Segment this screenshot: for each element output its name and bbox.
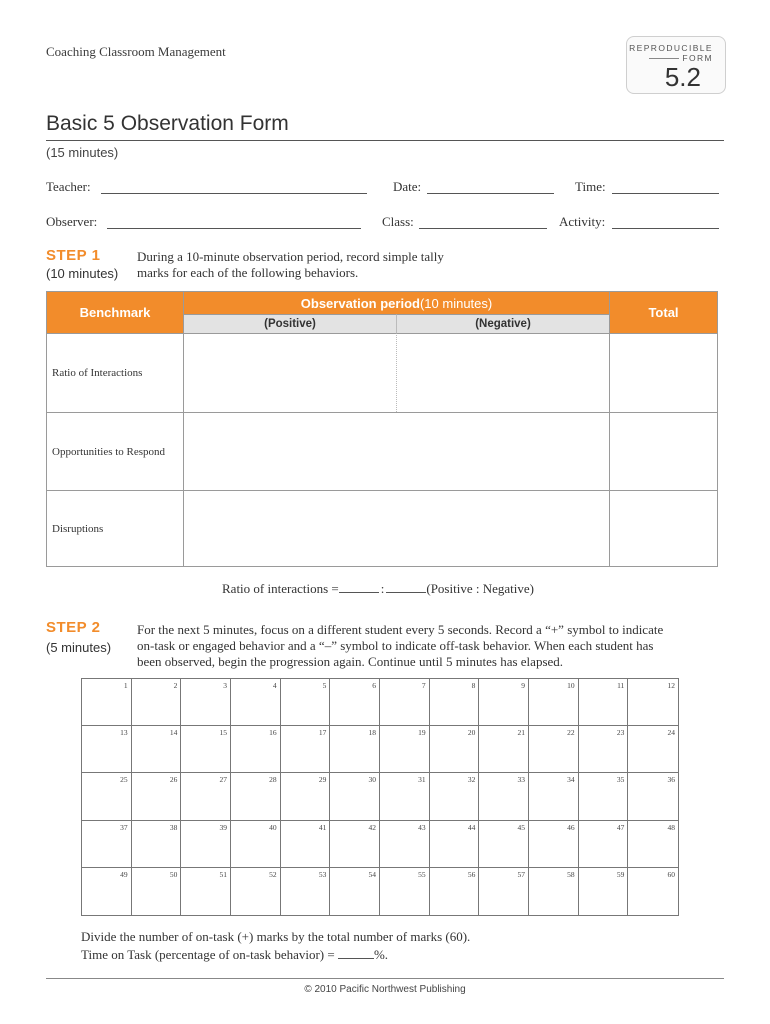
date-label: Date:: [393, 179, 422, 194]
observation-period-header: [184, 292, 610, 314]
tally-cell-25[interactable]: [82, 773, 132, 820]
step2-instructions-line2: on-task or engaged behavior and a “–” symbol to indicate off-task behavior. When each student has: [137, 638, 654, 653]
instructions-line2: [81, 947, 388, 963]
tally-cell-36[interactable]: [628, 773, 678, 820]
tally-cell-number: 56: [467, 869, 476, 879]
tally-cell-number: 47: [616, 822, 625, 832]
tally-cell-41[interactable]: [281, 821, 331, 868]
tally-cell-35[interactable]: [579, 773, 629, 820]
tally-cell-39[interactable]: [181, 821, 231, 868]
tally-cell-53[interactable]: [281, 868, 331, 915]
step2-duration: (5 minutes): [46, 640, 112, 655]
tally-cell-number: 10: [567, 681, 575, 690]
tally-cell-number: 41: [318, 822, 327, 832]
tally-cell-21[interactable]: [479, 726, 529, 773]
tally-cell-22[interactable]: [529, 726, 579, 773]
tally-cell-10[interactable]: [529, 679, 579, 726]
tally-cell-17[interactable]: [281, 726, 331, 773]
tally-cell-50[interactable]: [132, 868, 182, 915]
opportunities-tally-cell[interactable]: [184, 412, 610, 490]
tally-cell-number: 18: [368, 728, 376, 738]
tally-cell-56[interactable]: [430, 868, 480, 915]
tally-cell-48[interactable]: [628, 821, 678, 868]
observation-period-label: Observation period: [300, 295, 420, 311]
copyright-notice: © 2010 Pacific Northwest Publishing: [304, 984, 466, 995]
tally-cell-15[interactable]: [181, 726, 231, 773]
tally-cell-number: 22: [567, 728, 575, 738]
tally-cell-19[interactable]: [380, 726, 430, 773]
tally-cell-number: 45: [517, 822, 525, 832]
activity-field[interactable]: [612, 228, 719, 229]
time-on-task-grid: [81, 678, 679, 916]
tally-cell-number: 52: [269, 869, 277, 879]
tally-cell-38[interactable]: [132, 821, 182, 868]
tally-cell-44[interactable]: [430, 821, 480, 868]
ratio-positive-blank[interactable]: [339, 582, 379, 593]
tally-cell-number: 17: [318, 728, 327, 738]
positive-subheader-label: (Positive): [264, 318, 316, 330]
ratio-formula-suffix: (Positive : Negative): [426, 581, 534, 596]
instructions-line1: Divide the number of on-task (+) marks by the total number of marks (60).: [81, 929, 471, 944]
disruptions-tally-cell[interactable]: [184, 490, 610, 566]
tally-cell-number: 43: [418, 822, 426, 832]
tally-cell-46[interactable]: [529, 821, 579, 868]
tally-cell-number: 54: [368, 869, 376, 879]
step2-label: STEP 2: [46, 619, 101, 636]
tally-cell-number: 48: [667, 822, 675, 832]
tally-cell-52[interactable]: [231, 868, 281, 915]
step2-instructions-line1: For the next 5 minutes, focus on a different student every 5 seconds. Record a “+” symbol to indicate: [137, 622, 664, 637]
tally-cell-23[interactable]: [579, 726, 629, 773]
ratio-negative-blank[interactable]: [386, 582, 426, 593]
tally-cell-8[interactable]: [430, 679, 480, 726]
class-field[interactable]: [419, 228, 547, 229]
tally-cell-4[interactable]: [231, 679, 281, 726]
tally-cell-6[interactable]: [330, 679, 380, 726]
ratio-positive-cell[interactable]: [184, 333, 397, 412]
tally-cell-number: 37: [120, 822, 128, 832]
tally-cell-number: 29: [318, 775, 327, 785]
activity-label: Activity:: [559, 214, 606, 229]
tally-cell-27[interactable]: [181, 773, 231, 820]
table-row-label: [47, 333, 184, 412]
tally-cell-number: 31: [418, 775, 426, 785]
table-row-label: [47, 490, 184, 566]
observer-field[interactable]: [107, 228, 361, 229]
tally-cell-number: 57: [517, 869, 525, 879]
time-on-task-blank[interactable]: [338, 948, 374, 959]
observer-label: Observer:: [46, 214, 98, 229]
tally-cell-number: 34: [567, 775, 575, 785]
tally-cell-number: 12: [667, 681, 675, 690]
tally-cell-5[interactable]: [281, 679, 331, 726]
tally-cell-number: 50: [169, 869, 178, 879]
tally-cell-number: 7: [421, 681, 426, 690]
reproducible-form-badge: [626, 36, 726, 94]
tally-cell-number: 14: [169, 728, 178, 738]
tally-cell-number: 28: [269, 775, 277, 785]
tally-cell-60[interactable]: [628, 868, 678, 915]
observation-table: [46, 291, 718, 567]
tally-cell-29[interactable]: [281, 773, 331, 820]
tally-cell-number: 1: [123, 681, 128, 690]
tally-cell-number: 38: [169, 822, 178, 832]
teacher-label: Teacher:: [46, 179, 91, 194]
badge-form-label: FORM: [682, 53, 713, 63]
tally-cell-number: 6: [372, 681, 376, 690]
tally-cell-40[interactable]: [231, 821, 281, 868]
step1-duration: (10 minutes): [46, 266, 119, 281]
ratio-of-interactions-label: Ratio of Interactions: [52, 367, 143, 379]
tally-cell-number: 40: [269, 822, 277, 832]
form-duration: (15 minutes): [46, 145, 119, 160]
tally-cell-9[interactable]: [479, 679, 529, 726]
tally-cell-49[interactable]: [82, 868, 132, 915]
tally-cell-number: 21: [517, 728, 525, 738]
form-title: Basic 5 Observation Form: [46, 112, 289, 135]
ratio-total-cell[interactable]: [610, 333, 717, 412]
ratio-formula-prefix: Ratio of interactions =: [222, 581, 339, 596]
tally-cell-13[interactable]: [82, 726, 132, 773]
badge-divider: [649, 58, 679, 59]
tally-cell-58[interactable]: [529, 868, 579, 915]
tally-cell-number: 55: [418, 869, 426, 879]
tally-cell-number: 16: [269, 728, 277, 738]
badge-reproducible-label: REPRODUCIBLE: [629, 43, 713, 53]
badge-form-number: 5.2: [664, 62, 701, 92]
teacher-field[interactable]: [101, 193, 367, 194]
tally-cell-number: 33: [517, 775, 525, 785]
positive-subheader: [184, 314, 397, 333]
tally-cell-7[interactable]: [380, 679, 430, 726]
tally-cell-number: 19: [418, 728, 426, 738]
class-label: Class:: [382, 214, 414, 229]
tally-cell-16[interactable]: [231, 726, 281, 773]
tally-cell-45[interactable]: [479, 821, 529, 868]
title-divider: [46, 140, 724, 141]
tally-cell-14[interactable]: [132, 726, 182, 773]
tally-cell-2[interactable]: [132, 679, 182, 726]
tally-cell-11[interactable]: [579, 679, 629, 726]
ratio-separator: :: [380, 581, 385, 596]
tally-cell-number: 25: [120, 775, 128, 785]
tally-cell-43[interactable]: [380, 821, 430, 868]
tally-cell-54[interactable]: [330, 868, 380, 915]
tally-cell-47[interactable]: [579, 821, 629, 868]
tally-cell-18[interactable]: [330, 726, 380, 773]
tally-cell-42[interactable]: [330, 821, 380, 868]
step1-label: STEP 1: [46, 247, 101, 264]
observation-period-duration: (10 minutes): [419, 295, 493, 311]
ratio-formula: [222, 581, 534, 597]
tally-cell-30[interactable]: [330, 773, 380, 820]
tally-cell-number: 53: [318, 869, 327, 879]
disruptions-total-cell[interactable]: [610, 490, 717, 566]
tally-cell-number: 39: [219, 822, 227, 832]
tally-cell-number: 30: [368, 775, 376, 785]
tally-cell-59[interactable]: [579, 868, 629, 915]
step2-instructions-line3: been observed, begin the progression again. Continue until 5 minutes has elapsed.: [137, 654, 564, 669]
tally-cell-32[interactable]: [430, 773, 480, 820]
step1-instructions-line2: marks for each of the following behaviors.: [137, 265, 359, 280]
benchmark-header: [47, 292, 184, 333]
tally-cell-number: 4: [272, 681, 277, 690]
benchmark-header-label: Benchmark: [79, 305, 151, 320]
time-label: Time:: [575, 179, 606, 194]
tally-cell-number: 3: [223, 681, 227, 690]
tally-cell-28[interactable]: [231, 773, 281, 820]
date-field[interactable]: [427, 193, 554, 194]
footer-divider: [46, 978, 724, 979]
tally-cell-24[interactable]: [628, 726, 678, 773]
total-header-label: Total: [648, 305, 679, 320]
tally-cell-57[interactable]: [479, 868, 529, 915]
tally-cell-number: 42: [368, 822, 376, 832]
tally-cell-51[interactable]: [181, 868, 231, 915]
negative-subheader-label: (Negative): [475, 318, 531, 330]
tally-cell-number: 59: [616, 869, 625, 879]
tally-cell-number: 36: [667, 775, 675, 785]
tally-cell-37[interactable]: [82, 821, 132, 868]
opportunities-to-respond-label: Opportunities to Respond: [52, 445, 166, 458]
tally-cell-number: 11: [617, 681, 625, 690]
ratio-negative-cell[interactable]: [397, 333, 610, 412]
time-on-task-label: Time on Task (percentage of on-task behavior) =: [81, 947, 335, 962]
tally-cell-number: 49: [120, 869, 128, 879]
tally-cell-number: 9: [521, 681, 525, 690]
percent-sign: %.: [373, 947, 389, 962]
tally-cell-number: 20: [467, 728, 476, 738]
tally-cell-number: 32: [467, 775, 476, 785]
tally-cell-20[interactable]: [430, 726, 480, 773]
tally-cell-3[interactable]: [181, 679, 231, 726]
table-row-label: [47, 412, 184, 490]
tally-cell-1[interactable]: [82, 679, 132, 726]
tally-cell-number: 8: [471, 681, 476, 690]
tally-cell-12[interactable]: [628, 679, 678, 726]
tally-cell-number: 35: [616, 775, 625, 785]
step1-instructions-line1: During a 10-minute observation period, record simple tally: [137, 249, 444, 264]
book-title: Coaching Classroom Management: [46, 44, 226, 59]
tally-cell-number: 13: [120, 728, 128, 738]
tally-cell-55[interactable]: [380, 868, 430, 915]
negative-subheader: [397, 314, 610, 333]
tally-cell-34[interactable]: [529, 773, 579, 820]
tally-cell-number: 46: [567, 822, 575, 832]
tally-cell-number: 44: [467, 822, 476, 832]
tally-cell-number: 23: [616, 728, 625, 738]
tally-cell-31[interactable]: [380, 773, 430, 820]
tally-cell-33[interactable]: [479, 773, 529, 820]
tally-cell-26[interactable]: [132, 773, 182, 820]
total-header: [610, 292, 717, 333]
tally-cell-number: 60: [667, 869, 675, 879]
tally-cell-number: 2: [173, 681, 178, 690]
tally-cell-number: 27: [219, 775, 227, 785]
disruptions-label: Disruptions: [52, 522, 104, 535]
tally-cell-number: 51: [219, 869, 227, 879]
tally-cell-number: 15: [219, 728, 227, 738]
tally-cell-number: 26: [169, 775, 178, 785]
tally-cell-number: 24: [667, 728, 675, 738]
tally-cell-number: 5: [322, 681, 327, 690]
time-field[interactable]: [612, 193, 719, 194]
tally-cell-number: 58: [567, 869, 575, 879]
opportunities-total-cell[interactable]: [610, 412, 717, 490]
